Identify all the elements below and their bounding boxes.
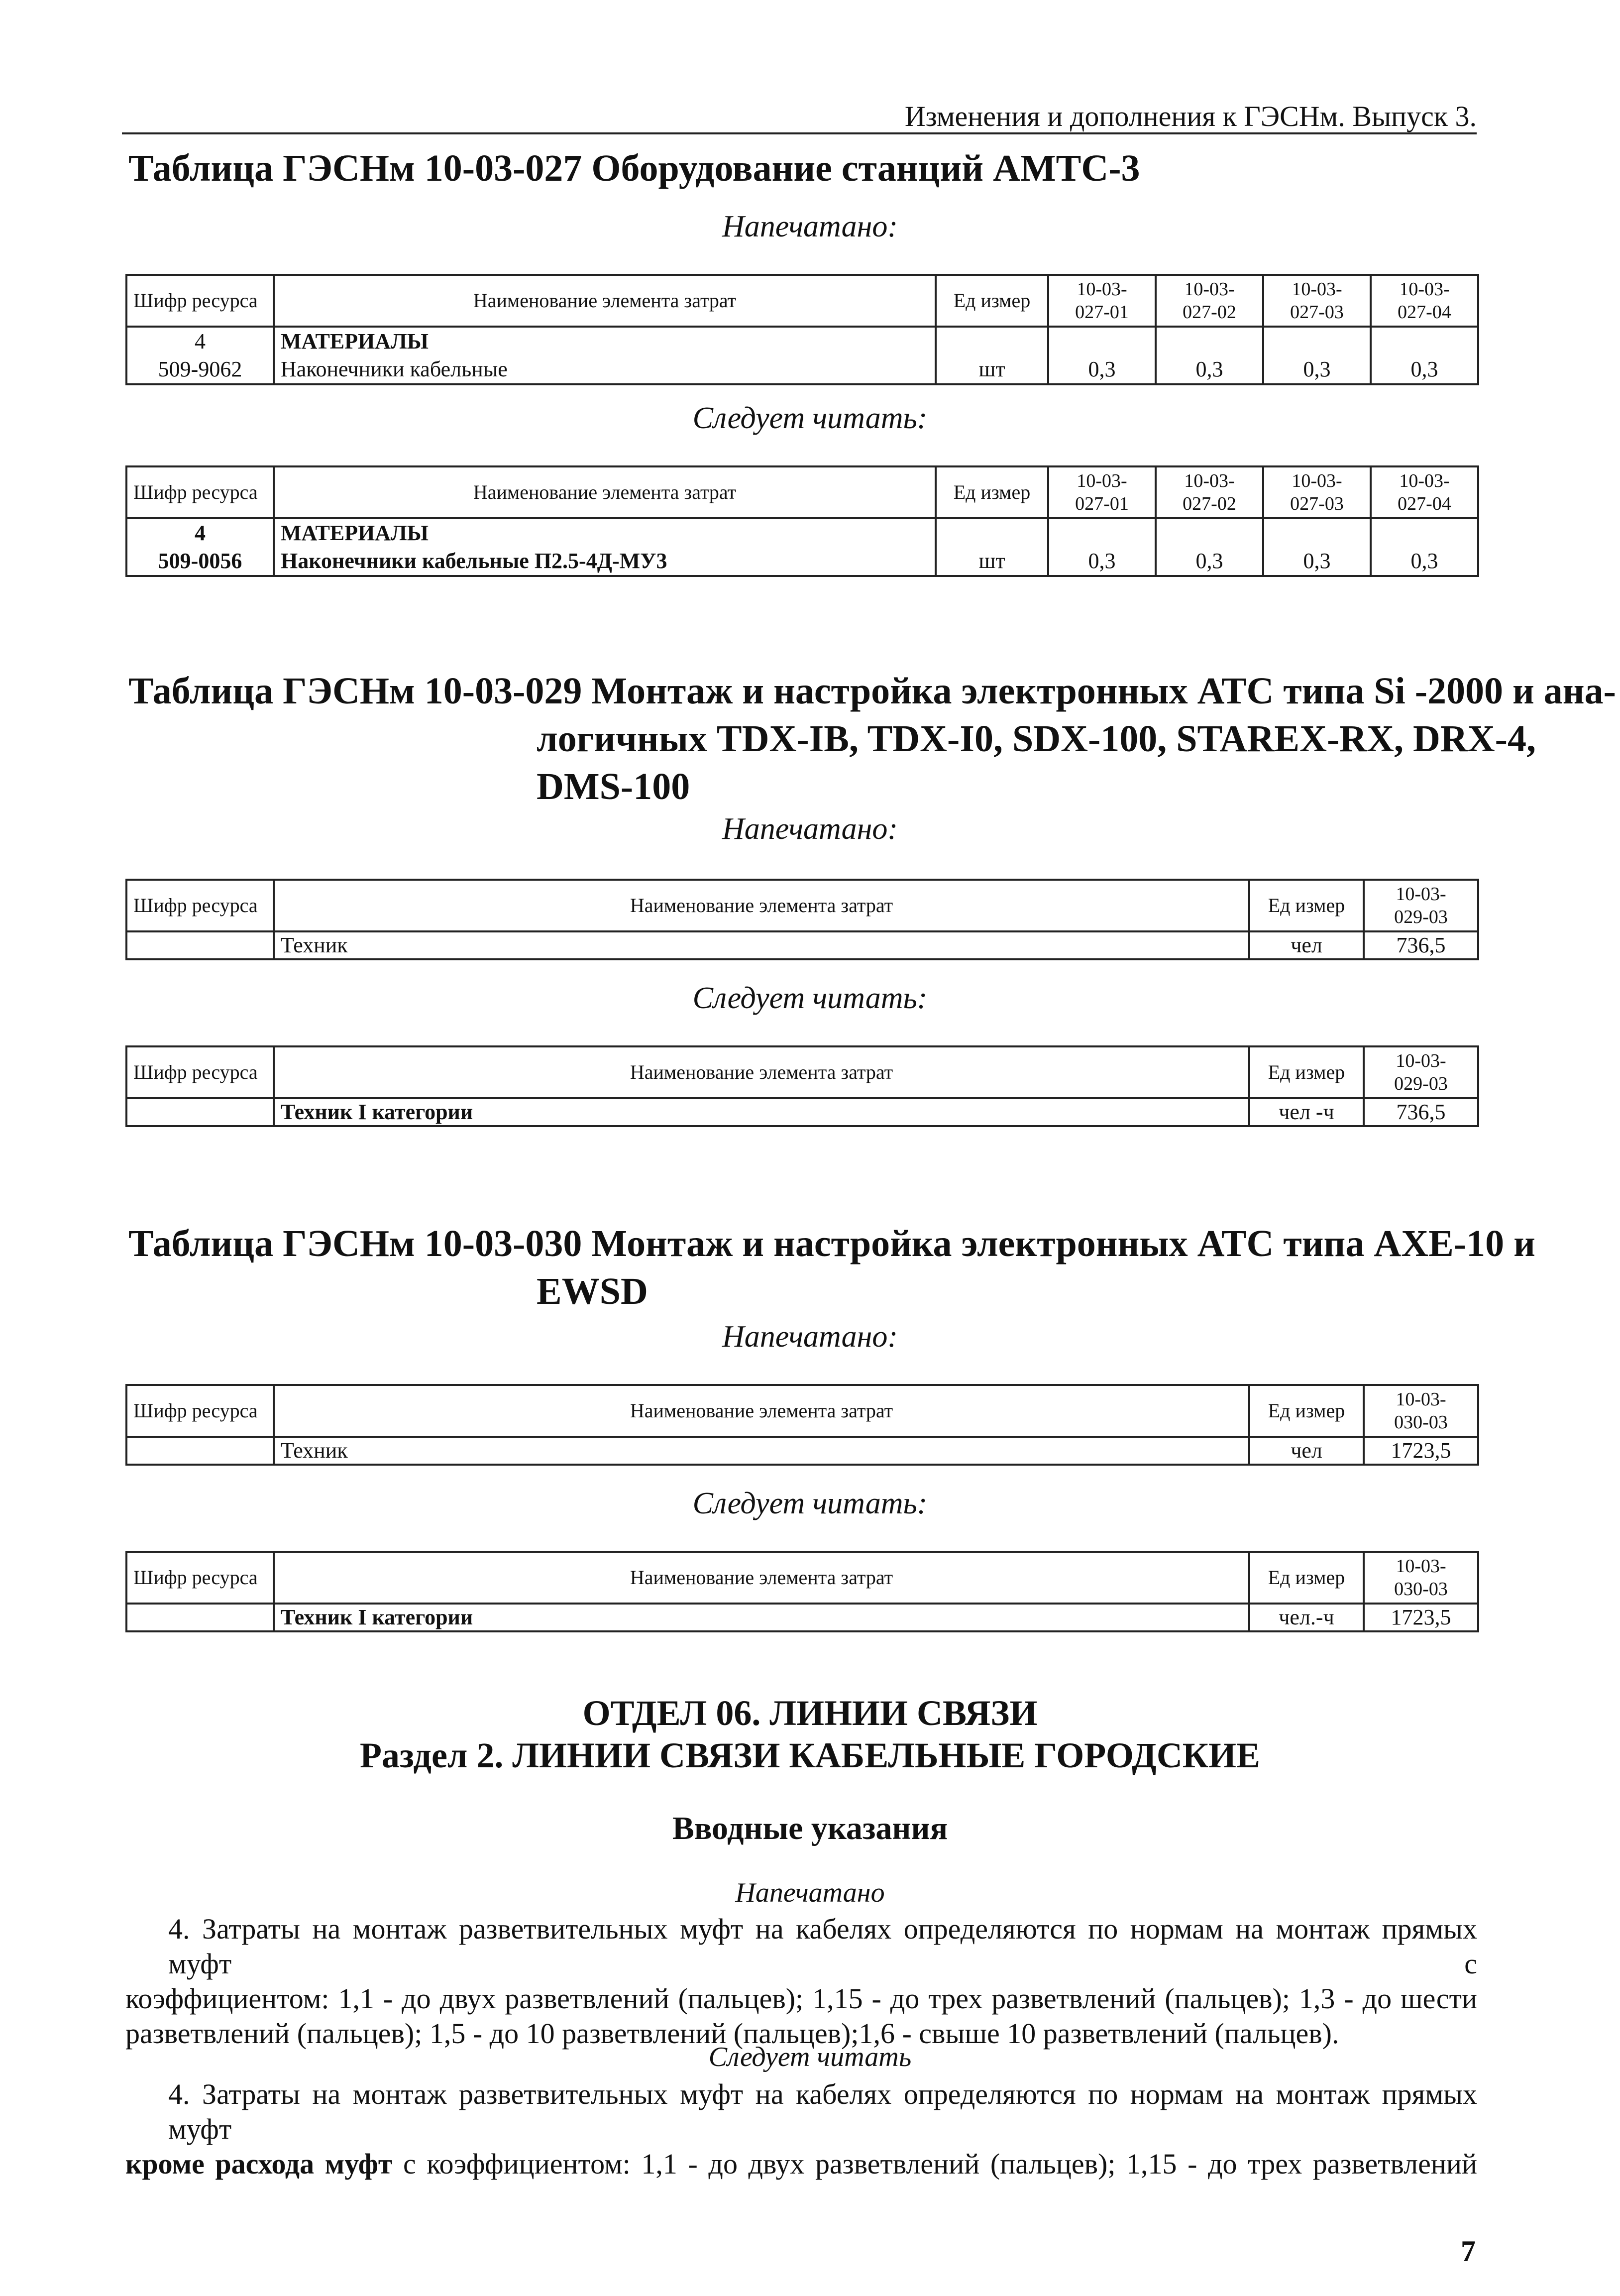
table-027-corrected [125,465,1479,577]
norm-header: 10-03- 027-02 [1156,466,1263,518]
resource-unit: чел [1249,1437,1364,1465]
col-unit-header: Ед измер [1249,880,1364,931]
col-unit-header: Ед измер [936,466,1048,518]
resource-code: 509-9062 [126,355,274,384]
table-029-title: Таблица ГЭСНм 10-03-029 Монтаж и настройка электронных АТС типа Si -2000 и ана- логичных TDX-IB, TDX-I0, SDX-100, STAREX-RX, DRX-4, DMS-100 [128,670,1616,807]
table-029-printed [125,879,1479,960]
norm-value: 0,3 [1156,547,1263,576]
norm-header: 10-03- 027-02 [1156,275,1263,327]
resource-name: Техник I категории [274,1098,1249,1126]
norm-value: 0,3 [1263,547,1371,576]
resource-code [126,1437,274,1465]
norm-value: 0,3 [1371,355,1478,384]
bold-insertion: кроме расхода муфт [125,2148,393,2180]
table-027-printed [125,274,1479,385]
col-name-header: Наименование элемента затрат [274,466,936,518]
resource-code: 509-0056 [126,547,274,576]
norm-value: 0,3 [1156,355,1263,384]
norm-header: 10-03- 029-03 [1364,1046,1478,1098]
should-read-label-030: Следует читать: [692,1487,928,1520]
norm-value: 0,3 [1048,355,1156,384]
section-name: МАТЕРИАЛЫ [274,327,936,355]
resource-name: Техник [274,1437,1249,1465]
page-number: 7 [1461,2235,1476,2268]
col-name-header: Наименование элемента затрат [274,1385,1249,1437]
norm-header: 10-03- 027-03 [1263,466,1371,518]
norm-value: 736,5 [1364,931,1478,959]
resource-code [126,1098,274,1126]
resource-unit: чел -ч [1249,1098,1364,1126]
norm-value: 0,3 [1048,547,1156,576]
col-unit-header: Ед измер [1249,1046,1364,1098]
norm-header: 10-03- 027-04 [1371,275,1478,327]
printed-paragraph: 4. Затраты на монтаж разветвительных муфт на кабелях определяются по нормам на монтаж прямых муфт с коэффициентом: 1,1 - до двух разветвлений (пальцев); 1,15 - до трех разветвлений (пальцев); 1,3 - до шести разветвлений (пальцев); 1,5 - до 10 разветвлений (пальцев);1,6 - свыше 10 разветвлений (пальцев). [125,1913,1477,2050]
norm-value: 0,3 [1263,355,1371,384]
resource-unit: шт [936,547,1048,576]
should-read-label-027: Следует читать: [692,401,928,435]
col-name-header: Наименование элемента затрат [274,1552,1249,1604]
norm-value: 736,5 [1364,1098,1478,1126]
resource-name: Наконечники кабельные П2.5-4Д-МУ3 [274,547,936,576]
col-name-header: Наименование элемента затрат [274,1046,1249,1098]
printed-label-030: Напечатано: [722,1320,898,1354]
col-code-header: Шифр ресурса [126,466,274,518]
table-029-corrected [125,1045,1479,1127]
norm-value: 1723,5 [1364,1604,1478,1631]
resource-name: Техник I категории [274,1604,1249,1631]
norm-value: 0,3 [1371,547,1478,576]
norm-header: 10-03- 027-01 [1048,275,1156,327]
col-name-header: Наименование элемента затрат [274,275,936,327]
resource-unit: чел.-ч [1249,1604,1364,1631]
printed-label-text: Напечатано [735,1877,885,1908]
resource-code [126,931,274,959]
norm-value: 1723,5 [1364,1437,1478,1465]
col-code-header: Шифр ресурса [126,1385,274,1437]
running-header: Изменения и дополнения к ГЭСНм. Выпуск 3. [904,100,1477,132]
should-read-label-text: Следует читать [708,2042,912,2072]
section-title: Раздел 2. ЛИНИИ СВЯЗИ КАБЕЛЬНЫЕ ГОРОДСКИЕ [359,1735,1261,1775]
norm-header: 10-03- 029-03 [1364,880,1478,931]
table-030-corrected [125,1551,1479,1632]
resource-code [126,1604,274,1631]
division-title: ОТДЕЛ 06. ЛИНИИ СВЯЗИ [582,1693,1038,1733]
col-unit-header: Ед измер [1249,1385,1364,1437]
norm-header: 10-03- 027-03 [1263,275,1371,327]
resource-name: Наконечники кабельные [274,355,936,384]
intro-heading: Вводные указания [672,1810,948,1846]
printed-label-027: Напечатано: [722,210,898,243]
col-code-header: Шифр ресурса [126,1552,274,1604]
printed-label-029: Напечатано: [722,812,898,846]
table-030-printed [125,1384,1479,1466]
table-027-title: Таблица ГЭСНм 10-03-027 Оборудование станций АМТС-3 [128,147,1140,189]
table-030-title: Таблица ГЭСНм 10-03-030 Монтаж и настройка электронных АТС типа АХЕ-10 и EWSD [128,1223,1535,1312]
section-name: МАТЕРИАЛЫ [274,518,936,547]
resource-unit: шт [936,355,1048,384]
norm-header: 10-03- 030-03 [1364,1385,1478,1437]
col-name-header: Наименование элемента затрат [274,880,1249,931]
norm-header: 10-03- 027-01 [1048,466,1156,518]
header-rule [122,132,1477,134]
resource-name: Техник [274,931,1249,959]
norm-header: 10-03- 027-04 [1371,466,1478,518]
section-code: 4 [126,518,274,547]
corrected-paragraph: 4. Затраты на монтаж разветвительных муфт на кабелях определяются по нормам на монтаж прямых муфт кроме расхода муфт с коэффициентом: 1,1 - до двух разветвлений (пальцев); 1,15 - до трех разветвлений [125,2078,1477,2180]
resource-unit: чел [1249,931,1364,959]
col-code-header: Шифр ресурса [126,1046,274,1098]
col-code-header: Шифр ресурса [126,880,274,931]
should-read-label-029: Следует читать: [692,981,928,1015]
col-unit-header: Ед измер [1249,1552,1364,1604]
norm-header: 10-03- 030-03 [1364,1552,1478,1604]
col-unit-header: Ед измер [936,275,1048,327]
section-code: 4 [126,327,274,355]
col-code-header: Шифр ресурса [126,275,274,327]
